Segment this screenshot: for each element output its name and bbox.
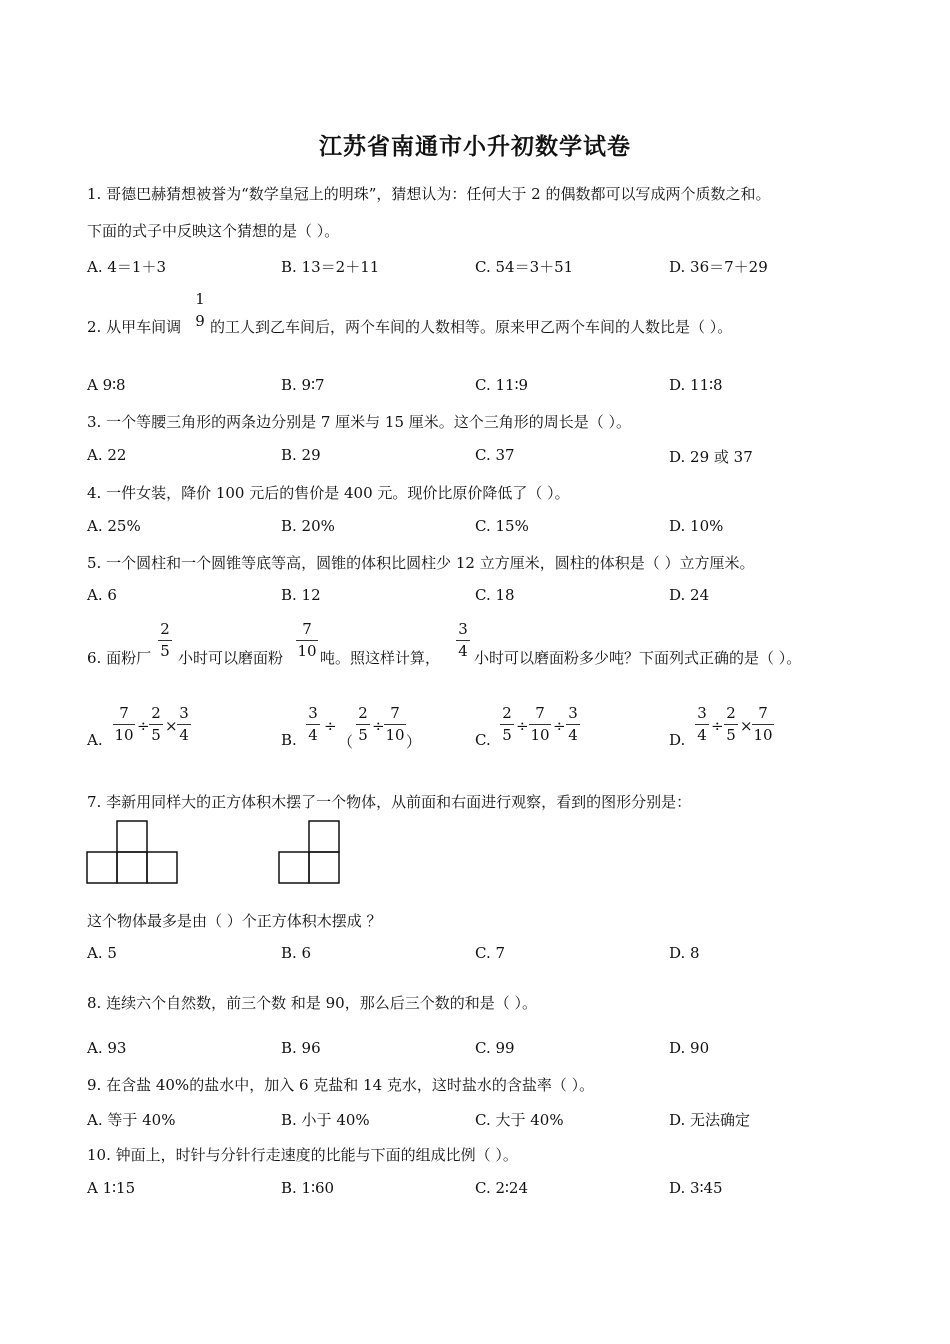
numerator: 1 [195, 290, 205, 308]
divide-sign: ÷ [137, 717, 150, 735]
question-7-question: 这个物体最多是由（ ）个正方体积木摆成 ？ [87, 912, 382, 930]
q5-option-b: B. 12 [281, 586, 321, 604]
q6-option-c-label: C. [475, 731, 491, 749]
q2-option-c: C. 11∶9 [475, 376, 529, 394]
q8-option-c: C. 99 [475, 1039, 515, 1057]
question-3-text: 3. 一个等腰三角形的两条边分别是 7 厘米与 15 厘米。这个三角形的周长是（ ）。 [87, 413, 632, 431]
q6-a-frac-1: 7 10 [114, 704, 134, 744]
front-view-square-left [87, 852, 117, 883]
left-paren: （ [338, 733, 354, 751]
right-view-square-top [309, 821, 339, 852]
q2-option-b: B. 9∶7 [281, 376, 325, 394]
q7-option-d: D. 8 [669, 944, 700, 962]
q4-option-b: B. 20% [281, 517, 335, 535]
q3-option-b: B. 29 [281, 446, 321, 464]
front-view-square-right [147, 852, 177, 883]
q6-option-b-label: B. [281, 731, 297, 749]
q3-option-d: D. 29 或 37 [669, 448, 753, 466]
right-view-figure [278, 820, 342, 884]
q6-c-frac-1: 2 5 [500, 706, 514, 743]
q9-option-d: D. 无法确定 [669, 1111, 751, 1129]
numerator: 2 [160, 620, 170, 638]
denominator: 4 [458, 642, 468, 660]
q1-option-a: A. 4＝1＋3 [87, 258, 166, 276]
question-9-text: 9. 在含盐 40%的盐水中，加入 6 克盐和 14 克水，这时盐水的含盐率（ ）。 [87, 1076, 595, 1094]
question-7-text: 7. 李新用同样大的正方体积木摆了一个物体，从前面和右面进行观察，看到的图形分别是： [87, 793, 692, 811]
q6-a-frac-3: 3 4 [177, 706, 191, 743]
q10-option-b: B. 1∶60 [281, 1179, 335, 1197]
q6-fraction-1 [158, 622, 172, 659]
divide-sign: ÷ [711, 717, 724, 735]
q3-option-c: C. 37 [475, 446, 515, 464]
q5-option-a: A. 6 [87, 586, 117, 604]
q9-option-a: A. 等于 40% [87, 1111, 176, 1129]
question-10-text: 10. 钟面上，时针与分针行走速度的比能与下面的组成比例（ ）。 [87, 1146, 518, 1164]
q1-option-c: C. 54＝3＋51 [475, 258, 574, 276]
question-1-text: 1. 哥德巴赫猜想被誉为“数学皇冠上的明珠”，猜想认为：任何大于 2 的偶数都可以写成两个质数之和。 [87, 185, 771, 203]
q4-option-d: D. 10% [669, 517, 724, 535]
q6-b-frac-3: 7 10 [385, 704, 405, 744]
question-2-suffix: 的工人到乙车间后，两个车间的人数相等。原来甲乙两个车间的人数比是（ ）。 [210, 318, 733, 336]
q8-option-b: B. 96 [281, 1039, 321, 1057]
question-6-part4: 小时可以磨面粉多少吨？下面列式正确的是（ ）。 [474, 649, 802, 667]
q10-option-a: A 1∶15 [87, 1179, 136, 1197]
denominator: 9 [195, 312, 205, 330]
q7-option-b: B. 6 [281, 944, 312, 962]
question-6-part3: 吨。照这样计算， [320, 649, 441, 667]
q8-option-d: D. 90 [669, 1039, 710, 1057]
question-6-part1: 6. 面粉厂 [87, 649, 152, 667]
multiply-sign: × [740, 717, 753, 735]
q7-option-a: A. 5 [87, 944, 117, 962]
divide-sign: ÷ [553, 717, 566, 735]
multiply-sign: × [165, 717, 178, 735]
question-4-text: 4. 一件女装，降价 100 元后的售价是 400 元。现价比原价降低了（ ）。 [87, 484, 570, 502]
divide-sign: ÷ [372, 717, 385, 735]
q6-fraction-3 [456, 622, 470, 659]
q6-d-frac-3: 7 10 [753, 704, 773, 744]
q10-option-d: D. 3∶45 [669, 1179, 723, 1197]
q3-option-a: A. 22 [87, 446, 127, 464]
q2-fraction [193, 292, 207, 329]
q6-c-frac-3: 3 4 [566, 706, 580, 743]
q5-option-c: C. 18 [475, 586, 515, 604]
q8-option-a: A. 93 [87, 1039, 127, 1057]
front-view-square-middle [117, 852, 147, 883]
q6-d-frac-2: 2 5 [724, 706, 738, 743]
q1-option-d: D. 36＝7＋29 [669, 258, 768, 276]
q6-d-frac-1: 3 4 [695, 706, 709, 743]
q10-option-c: C. 2∶24 [475, 1179, 529, 1197]
q5-option-d: D. 24 [669, 586, 710, 604]
denominator: 5 [160, 642, 170, 660]
question-6-part2: 小时可以磨面粉 [178, 649, 284, 667]
q2-option-a: A 9∶8 [87, 376, 126, 394]
question-2-prefix: 2. 从甲车间调 [87, 318, 182, 336]
denominator: 10 [297, 642, 317, 660]
q9-option-c: C. 大于 40% [475, 1111, 564, 1129]
question-1-text-cont: 下面的式子中反映这个猜想的是（ ）。 [87, 222, 340, 240]
q9-option-b: B. 小于 40% [281, 1111, 370, 1129]
front-view-figure [86, 820, 180, 884]
numerator: 7 [302, 620, 312, 638]
right-paren: ） [406, 733, 422, 751]
divide-sign: ÷ [324, 717, 337, 735]
q4-option-a: A. 25% [87, 517, 141, 535]
q6-b-frac-2: 2 5 [356, 706, 370, 743]
q7-option-c: C. 7 [475, 944, 506, 962]
q1-option-b: B. 13＝2＋11 [281, 258, 380, 276]
front-view-square-top [117, 821, 147, 852]
q4-option-c: C. 15% [475, 517, 529, 535]
page-title: 江苏省南通市小升初数学试卷 [319, 133, 631, 160]
divide-sign: ÷ [516, 717, 529, 735]
q6-option-a-label: A. [87, 731, 103, 749]
question-8-text: 8. 连续六个自然数，前三个数 和是 90，那么后三个数的和是（ ）。 [87, 994, 537, 1012]
q6-option-d-label: D. [669, 731, 686, 749]
q2-option-d: D. 11∶8 [669, 376, 723, 394]
question-5-text: 5. 一个圆柱和一个圆锥等底等高，圆锥的体积比圆柱少 12 立方厘米，圆柱的体积是（ ）立方厘米。 [87, 554, 755, 572]
right-view-square-left [279, 852, 309, 883]
right-view-square-right [309, 852, 339, 883]
q6-fraction-2 [296, 622, 318, 659]
q6-b-frac-1: 3 4 [306, 706, 320, 743]
q6-c-frac-2: 7 10 [530, 704, 550, 744]
numerator: 3 [458, 620, 468, 638]
q6-a-frac-2: 2 5 [149, 706, 163, 743]
